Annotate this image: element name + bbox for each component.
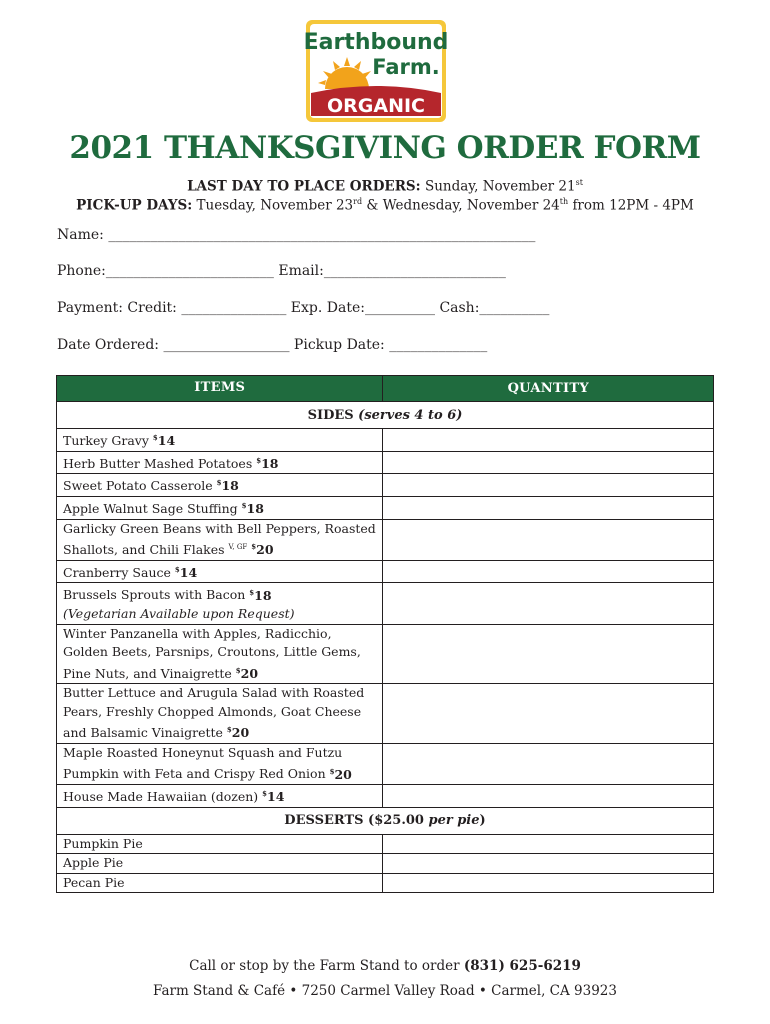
table-row (57, 785, 714, 808)
price-currency: $ (235, 665, 241, 675)
item-name: Pecan Pie (63, 874, 125, 890)
sides-label: SIDES (307, 407, 354, 423)
footer-order-text: Call or stop by the Farm Stand to order (189, 958, 460, 974)
desserts-price: ($25.00 (368, 813, 424, 829)
item-name: House Made Hawaiian (dozen) (63, 789, 259, 805)
quantity-input[interactable] (383, 583, 714, 624)
footer-phone[interactable]: (831) 625-6219 (463, 958, 581, 974)
price-value: 20 (256, 542, 274, 558)
item-cell (57, 624, 383, 684)
item-name: Apple Walnut Sage Stuffing (63, 501, 238, 517)
item-name: Apple Pie (63, 855, 124, 871)
item-price (249, 588, 271, 603)
item-note: (Vegetarian Available upon Request) (63, 606, 295, 622)
item-cell (57, 873, 383, 893)
price-value: 14 (157, 433, 176, 449)
table-row (57, 834, 714, 854)
item-price (227, 725, 249, 740)
table-row (57, 854, 714, 874)
item-cell (57, 451, 383, 474)
item-name: Winter Panzanella with Apples, Radicchio, Golden Beets, Parsnips, Croutons, Little Gems, Pine Nuts, and Vinaigrette (63, 625, 361, 681)
item-cell (57, 785, 383, 808)
desserts-section-row (57, 807, 714, 834)
sides-serves: (serves 4 to 6) (358, 407, 463, 423)
table-row (57, 496, 714, 519)
price-value: 14 (267, 789, 285, 805)
price-currency: $ (262, 789, 268, 799)
price-value: 18 (254, 587, 272, 603)
item-price (262, 789, 284, 804)
table-row (57, 519, 714, 560)
item-name: Turkey Gravy (63, 433, 149, 449)
quantity-input[interactable] (383, 451, 714, 474)
item-cell (57, 834, 383, 854)
price-currency: $ (249, 587, 255, 597)
table-row (57, 624, 714, 684)
item-name: Maple Roasted Honeynut Squash and Futzu Pumpkin with Feta and Crispy Red Onion (63, 744, 343, 782)
quantity-header: QUANTITY (383, 376, 714, 402)
item-price (256, 456, 278, 471)
desserts-label: DESSERTS (284, 813, 364, 829)
item-cell (57, 684, 383, 744)
sides-section-heading (57, 402, 714, 429)
quantity-input[interactable] (383, 560, 714, 583)
quantity-input[interactable] (383, 834, 714, 854)
quantity-input[interactable] (383, 519, 714, 560)
pickup-date-field[interactable]: Pickup Date: ______________ (293, 337, 488, 353)
pickup-sup-1: rd (353, 197, 363, 206)
table-row (57, 429, 714, 452)
price-currency: $ (329, 766, 335, 776)
price-currency: $ (251, 542, 257, 552)
cash-field[interactable]: Cash:__________ (439, 300, 550, 316)
payment-row (57, 300, 549, 316)
price-currency: $ (152, 433, 158, 442)
price-value: 14 (179, 564, 198, 580)
table-row (57, 583, 714, 624)
table-row (57, 684, 714, 744)
last-day-label: LAST DAY TO PLACE ORDERS: (187, 178, 421, 195)
price-value: 20 (240, 665, 259, 681)
pickup-days-line (0, 193, 770, 215)
quantity-input[interactable] (383, 684, 714, 744)
last-day-sup: st (575, 178, 583, 187)
desserts-close: ) (479, 813, 486, 829)
price-currency: $ (256, 455, 262, 465)
pickup-value-2: & Wednesday, November 24 (366, 197, 560, 214)
svg-text:ORGANIC: ORGANIC (327, 95, 425, 117)
pickup-value-1: Tuesday, November 23 (196, 197, 354, 214)
table-row (57, 451, 714, 474)
email-field[interactable]: Email:__________________________ (278, 263, 506, 279)
desserts-section-heading (57, 807, 714, 834)
footer-order-line (0, 958, 770, 974)
item-price (153, 433, 175, 448)
footer-address: Farm Stand & Café • 7250 Carmel Valley Road • Carmel, CA 93923 (153, 983, 617, 999)
quantity-input[interactable] (383, 854, 714, 874)
price-currency: $ (174, 564, 180, 574)
order-table-body (57, 402, 714, 893)
phone-email-row (57, 263, 506, 279)
item-name: Cranberry Sauce (63, 564, 171, 580)
price-value: 20 (231, 725, 250, 741)
logo-badge (305, 19, 447, 123)
item-cell (57, 743, 383, 784)
credit-field[interactable]: Payment: Credit: _______________ (57, 300, 287, 316)
item-cell (57, 854, 383, 874)
table-row (57, 743, 714, 784)
item-name: Garlicky Green Beans with Bell Peppers, Roasted Shallots, and Chili Flakes (63, 520, 376, 558)
name-field[interactable]: Name: _____________________________________________________________ (57, 227, 536, 243)
item-price (217, 478, 239, 493)
last-day-value: Sunday, November 21 (424, 178, 576, 195)
desserts-per: per pie (428, 813, 480, 829)
phone-field[interactable]: Phone:________________________ (57, 263, 274, 279)
price-currency: $ (241, 500, 247, 510)
sides-section-row (57, 402, 714, 429)
quantity-input[interactable] (383, 624, 714, 684)
price-value: 18 (221, 478, 239, 494)
price-value: 18 (261, 455, 279, 471)
price-value: 20 (334, 766, 352, 782)
table-row (57, 560, 714, 583)
item-diet-tag: V, GF (228, 543, 248, 552)
price-currency: $ (216, 478, 222, 488)
quantity-input[interactable] (383, 474, 714, 497)
quantity-input[interactable] (383, 785, 714, 808)
dates-row (57, 337, 487, 353)
items-header: ITEMS (57, 376, 383, 402)
pickup-sup-2: th (559, 197, 569, 206)
item-name: Butter Lettuce and Arugula Salad with Roasted Pears, Freshly Chopped Almonds, Goat Cheese and Balsamic Vinaigrette (63, 685, 365, 741)
table-row (57, 474, 714, 497)
item-price (242, 501, 264, 516)
item-price (251, 542, 273, 557)
quantity-input[interactable] (383, 429, 714, 452)
svg-text:Farm.: Farm. (372, 55, 440, 79)
table-header-row (57, 376, 714, 402)
item-cell (57, 560, 383, 583)
date-ordered-field[interactable]: Date Ordered: __________________ (57, 337, 290, 353)
item-cell (57, 519, 383, 560)
quantity-input[interactable] (383, 743, 714, 784)
item-cell (57, 429, 383, 452)
item-name: Herb Butter Mashed Potatoes (63, 455, 253, 471)
item-name: Brussels Sprouts with Bacon (63, 587, 246, 603)
item-price (175, 565, 197, 580)
price-currency: $ (226, 725, 232, 735)
item-name: Pumpkin Pie (63, 835, 143, 851)
exp-date-field[interactable]: Exp. Date:__________ (290, 300, 435, 316)
item-name: Sweet Potato Casserole (63, 478, 213, 494)
table-row (57, 873, 714, 893)
price-value: 18 (246, 501, 264, 517)
item-cell (57, 474, 383, 497)
item-price (236, 666, 258, 681)
item-cell (57, 583, 383, 624)
earthbound-farm-logo (305, 19, 447, 123)
quantity-input[interactable] (383, 496, 714, 519)
order-table (56, 375, 714, 893)
pickup-label: PICK-UP DAYS: (76, 197, 193, 214)
quantity-input[interactable] (383, 873, 714, 893)
svg-text:Earthbound: Earthbound (305, 30, 447, 55)
pickup-value-3: from 12PM - 4PM (572, 197, 694, 214)
item-price (330, 767, 352, 782)
item-cell (57, 496, 383, 519)
form-title: 2021 THANKSGIVING ORDER FORM (69, 130, 701, 166)
